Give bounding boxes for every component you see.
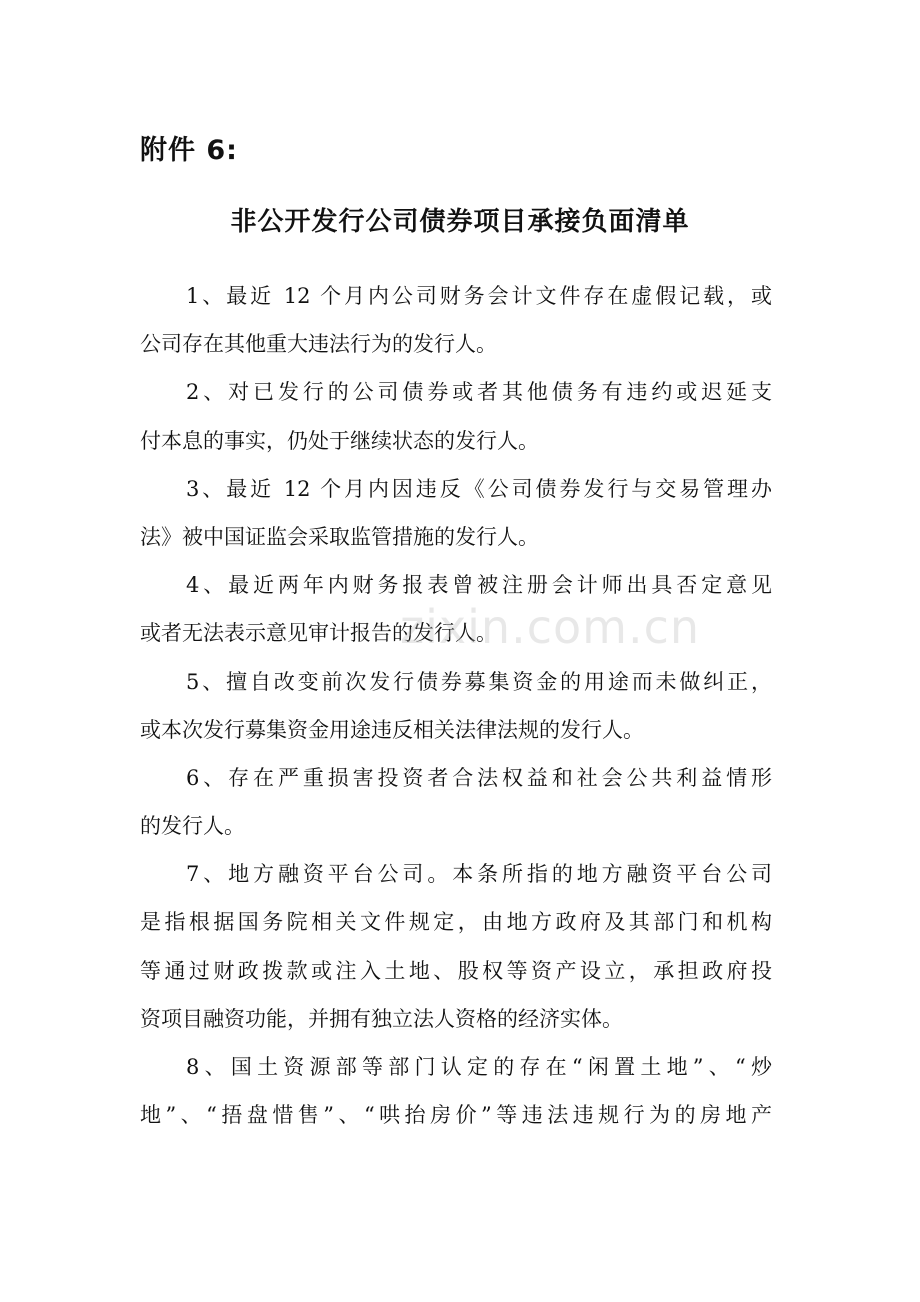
paragraph xyxy=(140,272,772,368)
paragraph-line: 资项目融资功能，并拥有独立法人资格的经济实体。 xyxy=(140,1006,623,1031)
paragraph xyxy=(140,368,772,464)
paragraph-line: 4、最近两年内财务报表曾被注册会计师出具否定意见 xyxy=(186,573,772,598)
paragraph-line: 等通过财政拨款或注入土地、股权等资产设立，承担政府投 xyxy=(140,958,772,983)
paragraph xyxy=(140,658,772,754)
paragraph-line: 公司存在其他重大违法行为的发行人。 xyxy=(140,332,497,357)
paragraph-line: 法》被中国证监会采取监管措施的发行人。 xyxy=(140,524,539,549)
attachment-label: 附件 6: xyxy=(140,135,238,166)
paragraph-line: 7、地方融资平台公司。本条所指的地方融资平台公司 xyxy=(186,862,772,887)
paragraph-line: 2、对已发行的公司债券或者其他债务有违约或迟延支 xyxy=(186,380,772,405)
paragraph-line: 3、最近 12 个月内因违反《公司债券发行与交易管理办 xyxy=(186,476,772,501)
paragraph-line: 地”、“捂盘惜售”、“哄抬房价”等违法违规行为的房地产 xyxy=(140,1103,772,1128)
paragraph-line: 付本息的事实，仍处于继续状态的发行人。 xyxy=(140,428,539,453)
document-title: 非公开发行公司债券项目承接负面清单 xyxy=(230,207,690,237)
paragraph xyxy=(140,561,772,657)
paragraph-line: 1、最近 12 个月内公司财务会计文件存在虚假记载，或 xyxy=(186,284,772,308)
document-body xyxy=(140,272,772,1139)
paragraph xyxy=(140,465,772,561)
paragraph xyxy=(140,754,772,850)
paragraph xyxy=(140,850,772,1043)
paragraph-line: 6、存在严重损害投资者合法权益和社会公共利益情形 xyxy=(186,765,772,790)
paragraph-line: 是指根据国务院相关文件规定，由地方政府及其部门和机构 xyxy=(140,910,772,935)
paragraph-line: 的发行人。 xyxy=(140,814,245,839)
paragraph-line: 或本次发行募集资金用途违反相关法律法规的发行人。 xyxy=(140,717,644,742)
watermark: zixin.com.cn xyxy=(400,600,701,654)
paragraph xyxy=(140,1043,772,1139)
paragraph-line: 5、擅自改变前次发行债券募集资金的用途而未做纠正， xyxy=(186,669,772,694)
paragraph-line: 8、国土资源部等部门认定的存在“闲置土地”、“炒 xyxy=(186,1055,772,1079)
paragraph-line: 或者无法表示意见审计报告的发行人。 xyxy=(140,621,497,646)
